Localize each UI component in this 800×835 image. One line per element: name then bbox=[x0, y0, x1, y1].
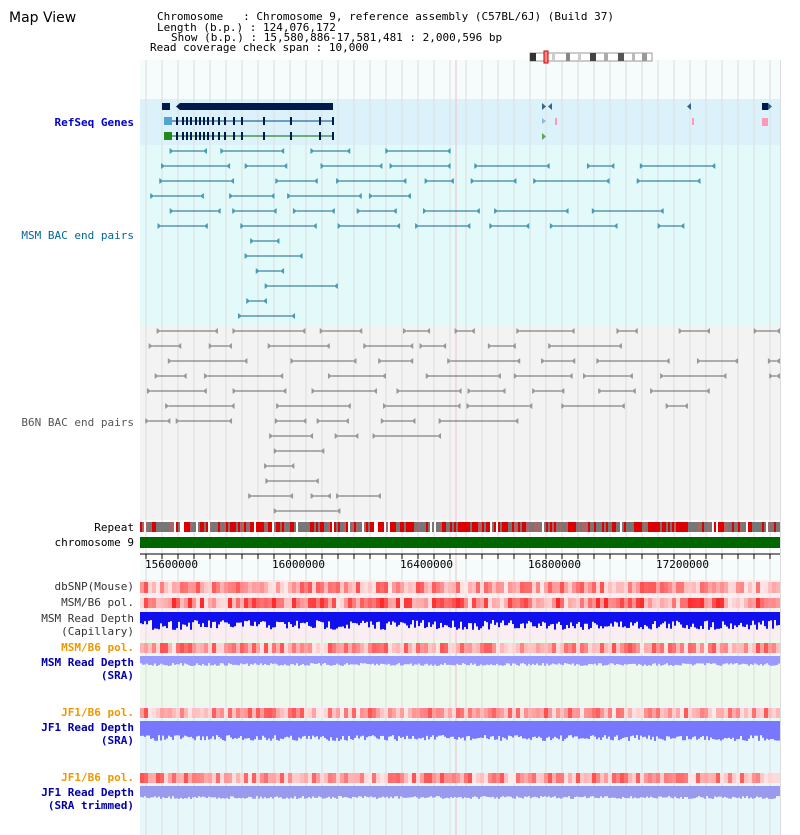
chromosome-ideogram bbox=[530, 51, 652, 63]
msm-b6-pol-cap-label: MSM/B6 pol. bbox=[61, 596, 134, 609]
msm-bac-label: MSM BAC end pairs bbox=[21, 229, 134, 242]
refseq-label: RefSeq Genes bbox=[54, 116, 134, 129]
axis-tick-label: 17200000 bbox=[656, 558, 709, 571]
jf1-depth-sra-sublabel: (SRA) bbox=[100, 734, 134, 747]
msm-b6-pol-sra-heatmap bbox=[140, 643, 780, 653]
info-length-row: Length (b.p.) : 124,076,172 bbox=[157, 21, 336, 34]
info-key: Show (b.p.) bbox=[171, 31, 244, 44]
track-backgrounds bbox=[140, 60, 800, 835]
msm-b6-pol-sra-label: MSM/B6 pol. bbox=[61, 641, 134, 654]
dbsnp-label: dbSNP(Mouse) bbox=[54, 580, 134, 593]
msm-depth-cap-sublabel: (Capillary) bbox=[61, 625, 134, 638]
jf1-b6-pol-trim-heatmap bbox=[140, 773, 780, 783]
jf1-depth-trim-label: JF1 Read Depth bbox=[41, 786, 134, 799]
page-title: Map View bbox=[9, 10, 77, 26]
jf1-depth-trim-bars bbox=[140, 786, 780, 799]
axis-tick-label: 16800000 bbox=[528, 558, 581, 571]
info-value: 124,076,172 bbox=[262, 21, 336, 34]
dbsnp-heatmap bbox=[140, 582, 780, 593]
info-coverage-row: Read coverage check span : 10,000 bbox=[150, 41, 369, 54]
chromosome-bar bbox=[140, 537, 780, 548]
msm-b6-pol-cap-heatmap bbox=[140, 598, 780, 608]
axis-tick-label: 16000000 bbox=[272, 558, 325, 571]
chromosome-label: chromosome 9 bbox=[54, 536, 134, 549]
jf1-depth-trim-sublabel: (SRA trimmed) bbox=[47, 799, 134, 812]
info-value: 15,580,886-17,581,481 : 2,000,596 bp bbox=[263, 31, 503, 44]
axis-tick-label: 15600000 bbox=[145, 558, 198, 571]
info-key: Read coverage check span bbox=[150, 41, 309, 54]
info-show-row: Show (b.p.) : 15,580,886-17,581,481 : 2,000,596 bp bbox=[171, 31, 503, 44]
msm-depth-cap-label: MSM Read Depth bbox=[41, 612, 134, 625]
axis-tick-label: 16400000 bbox=[400, 558, 453, 571]
jf1-b6-pol-label: JF1/B6 pol. bbox=[61, 706, 134, 719]
repeat-label: Repeat bbox=[94, 521, 134, 534]
jf1-depth-sra-bars bbox=[140, 721, 780, 741]
msm-depth-sra-sublabel: (SRA) bbox=[100, 669, 134, 682]
info-chromosome-row: Chromosome : Chromosome 9, reference assembly (C57BL/6J) (Build 37) bbox=[157, 10, 614, 23]
info-value: Chromosome 9, reference assembly (C57BL/6J) (Build 37) bbox=[256, 10, 614, 23]
jf1-depth-sra-label: JF1 Read Depth bbox=[41, 721, 134, 734]
right-edge bbox=[780, 60, 781, 835]
info-key: Chromosome bbox=[157, 10, 224, 23]
b6n-bac-label: B6N BAC end pairs bbox=[21, 416, 134, 429]
info-key: Length (b.p.) bbox=[157, 21, 244, 34]
repeat-track bbox=[140, 522, 780, 532]
jf1-b6-pol-heatmap bbox=[140, 708, 780, 718]
msm-depth-sra-label: MSM Read Depth bbox=[41, 656, 134, 669]
info-value: 10,000 bbox=[328, 41, 369, 54]
jf1-b6-pol-trim-label: JF1/B6 pol. bbox=[61, 771, 134, 784]
track-labels bbox=[21, 116, 134, 812]
